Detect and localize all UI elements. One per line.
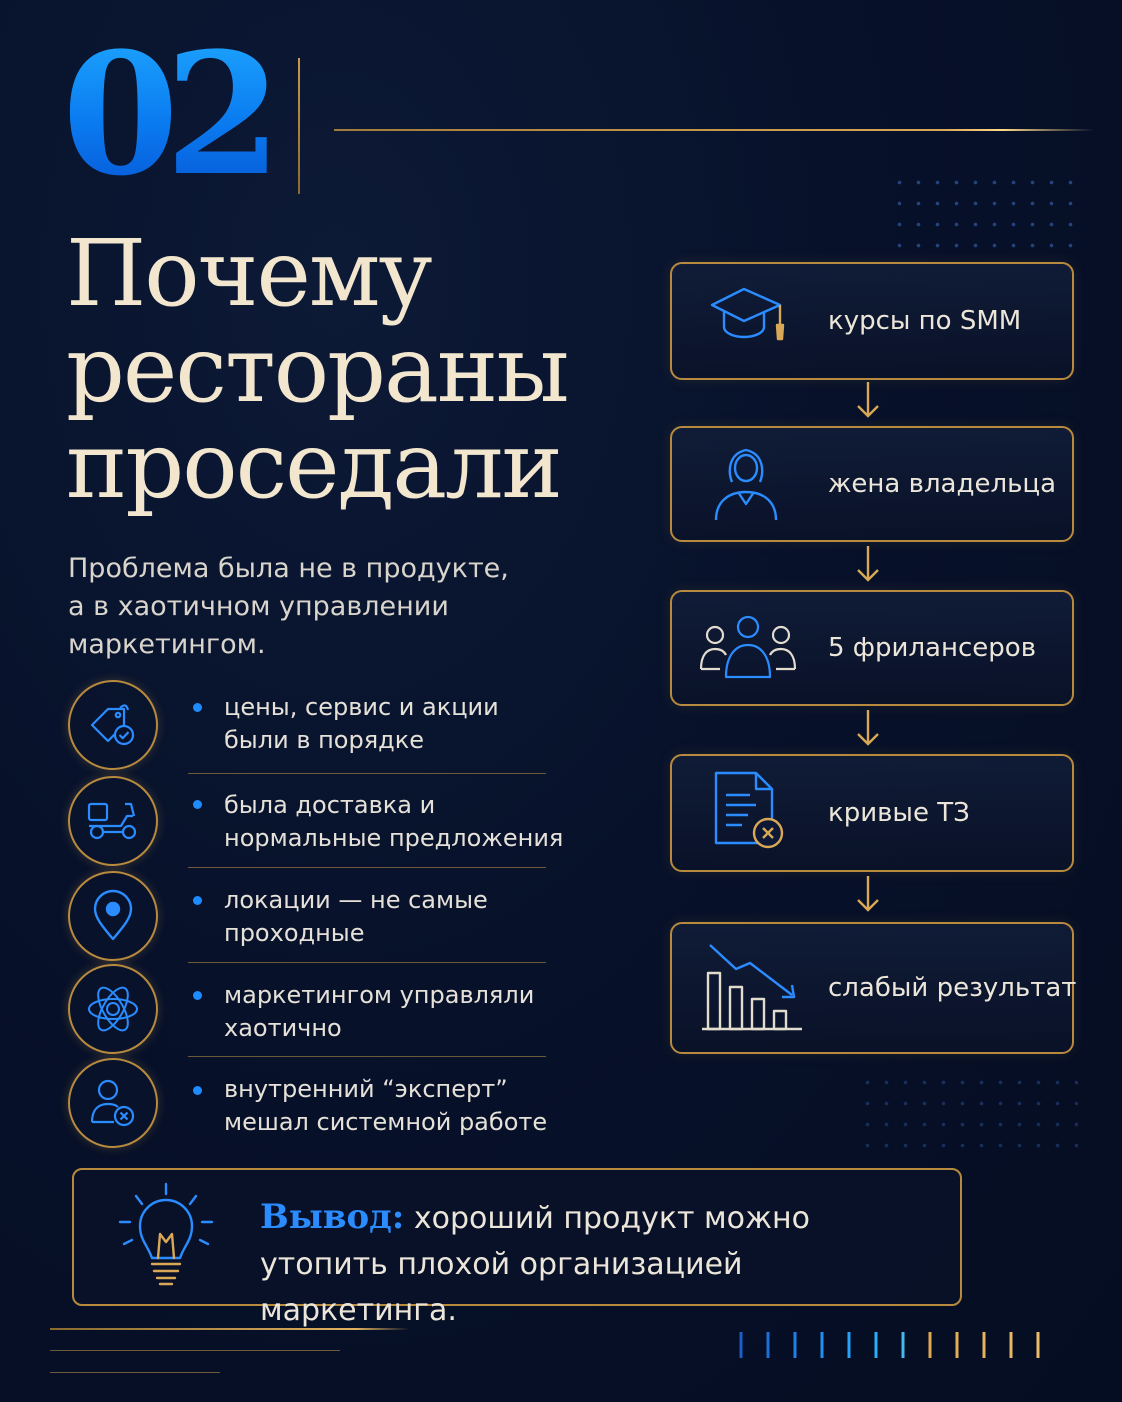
title-line: Почему	[66, 220, 431, 327]
list-item	[224, 979, 564, 1045]
list-item-line: локации — не самые	[224, 886, 488, 914]
arrow-down-icon	[855, 708, 881, 748]
flow-step-label: кривые ТЗ	[828, 798, 970, 828]
delivery-scooter-icon	[68, 776, 158, 866]
list-item	[224, 691, 564, 757]
subtitle-line: маркетингом.	[68, 629, 266, 660]
divider	[188, 1056, 546, 1057]
list-item-line: были в порядке	[224, 726, 424, 754]
list-item-line: хаотично	[224, 1014, 342, 1042]
flow-step	[670, 426, 1074, 542]
list-item	[224, 1073, 564, 1139]
arrow-down-icon	[855, 380, 881, 420]
number-divider	[298, 58, 300, 194]
user-blocked-icon	[68, 1058, 158, 1148]
flow-step	[670, 262, 1074, 380]
section-number: 02	[62, 15, 268, 213]
header-gold-line	[334, 129, 1094, 131]
title-line: рестораны	[66, 316, 568, 423]
subtitle	[68, 550, 568, 664]
page-title	[66, 220, 626, 519]
list-item	[224, 884, 564, 950]
conclusion-text	[260, 1194, 940, 1334]
arrow-down-icon	[855, 544, 881, 584]
graduation-cap-icon	[698, 281, 794, 361]
divider	[188, 867, 546, 868]
title-line: проседали	[66, 412, 561, 519]
list-item-line: цены, сервис и акции	[224, 693, 499, 721]
flow-step	[670, 754, 1074, 872]
flow-step-label: жена владельца	[828, 469, 1057, 499]
list-item-line: проходные	[224, 919, 365, 947]
declining-chart-icon	[698, 939, 806, 1037]
list-bullet	[193, 703, 202, 712]
conclusion-key: Вывод:	[260, 1197, 405, 1237]
subtitle-line: Проблема была не в продукте,	[68, 553, 509, 584]
price-tag-check-icon	[68, 680, 158, 770]
subtitle-line: а в хаотичном управлении	[68, 591, 449, 622]
flow-step-label: 5 фрилансеров	[828, 633, 1037, 663]
dot-grid-bottom-right	[858, 1072, 1078, 1162]
list-item-line: внутренний “эксперт”	[224, 1075, 508, 1103]
divider	[188, 962, 546, 963]
flow-step	[670, 590, 1074, 706]
list-item-line: нормальные предложения	[224, 824, 564, 852]
list-bullet	[193, 991, 202, 1000]
lightbulb-icon	[114, 1182, 218, 1294]
list-item	[224, 789, 564, 855]
flow-step-label: слабый результат	[828, 973, 1077, 1003]
dot-grid-top-right	[890, 172, 1080, 252]
footer-line	[50, 1350, 340, 1351]
divider	[188, 773, 546, 774]
list-item-line: была доставка и	[224, 791, 436, 819]
footer-line	[50, 1372, 220, 1373]
list-bullet	[193, 896, 202, 905]
group-icon	[698, 613, 798, 683]
conclusion-box	[72, 1168, 962, 1328]
location-pin-icon	[68, 871, 158, 961]
tangled-orbit-icon	[68, 964, 158, 1054]
conclusion-line: хороший продукт можно	[404, 1201, 810, 1236]
list-bullet	[193, 1086, 202, 1095]
woman-icon	[698, 442, 794, 526]
conclusion-line: утопить плохой организацией маркетинга.	[260, 1247, 743, 1328]
list-item-line: мешал системной работе	[224, 1108, 548, 1136]
list-item-line: маркетингом управляли	[224, 981, 535, 1009]
document-error-icon	[712, 769, 792, 857]
footer-line	[50, 1328, 410, 1330]
arrow-down-icon	[855, 874, 881, 914]
flow-step	[670, 922, 1077, 1054]
list-bullet	[193, 800, 202, 809]
flow-step-label: курсы по SMM	[828, 306, 1022, 336]
footer-stripes	[738, 1332, 1058, 1358]
